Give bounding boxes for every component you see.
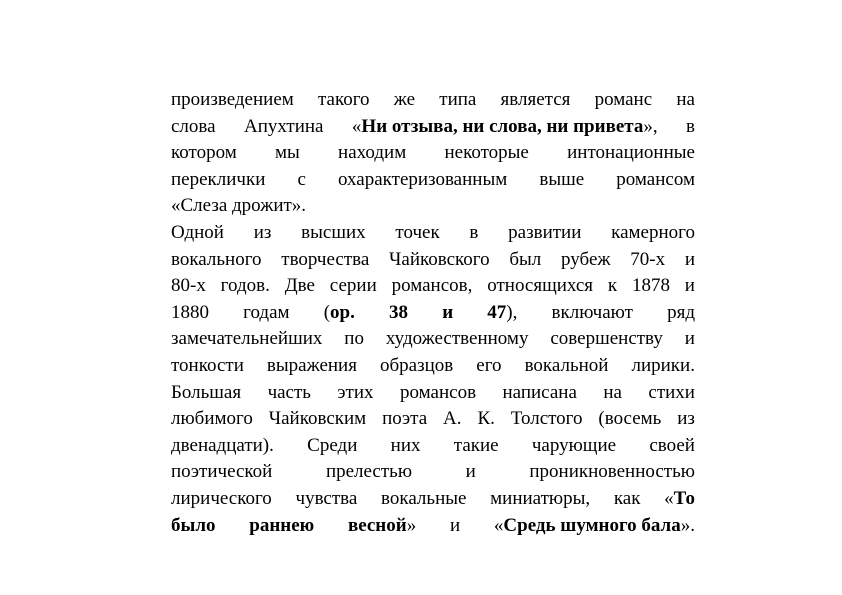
text-word: совершенству [550,328,663,350]
text-word: прелестью [325,461,413,483]
text-word: включают [551,301,633,323]
text-line [171,140,695,167]
text-line [171,273,695,300]
text-word: раннею [249,514,315,536]
text-word: годов. [220,275,270,297]
text-line [171,513,695,540]
text-word: и [449,514,461,536]
text-word: Чайковским [268,408,367,430]
text-word: же [393,89,416,110]
text-word: замечательнейших [171,328,323,350]
text-word: точек [395,221,440,243]
text-line [171,406,695,433]
text-word: некоторые [444,142,529,164]
text-word: чарующие [531,434,617,456]
text-line [171,486,695,513]
text-word: «Слеза дрожит». [171,195,307,217]
text-word: поэтической [171,461,273,483]
text-word: чувства [295,487,358,509]
text-word: 1880 [171,301,209,323]
text-word: с [297,168,306,190]
text-word: Толстого [510,408,583,430]
text-word: Апухтина [244,115,324,137]
text-line [171,433,695,460]
text-word: 47), [487,301,518,323]
text-word: на [676,89,695,110]
text-word: из [677,408,695,430]
text-word: как [613,487,641,509]
text-word: развитии [508,221,582,243]
text-word: ряд [667,301,695,323]
text-word: своей [649,434,695,456]
text-word: камерного [611,221,695,243]
text-word: 80-х [171,275,206,297]
text-word: 38 [389,301,409,323]
text-word: вокального [171,248,262,270]
text-line [171,353,695,380]
text-word: Чайковского [389,248,490,270]
text-word: слова [171,115,216,137]
text-word: выражения [266,354,357,376]
text-line [171,220,695,247]
text-word: по [344,328,364,350]
text-word: лирики. [631,354,695,376]
text-word: поэта [382,408,428,430]
text-word: миниатюры, [490,487,591,509]
text-word: романс [594,89,653,110]
body-text [171,87,695,539]
text-word: весной» [347,514,417,536]
text-word: котором [171,142,237,164]
text-word: серии [329,275,377,297]
text-word: к [607,275,618,297]
text-word: произведением [171,89,294,110]
text-word: в [686,115,695,137]
text-word: является [500,89,571,110]
text-word: проникновенностью [529,461,695,483]
text-word: относящихся [487,275,594,297]
text-word: годам [243,301,290,323]
text-word: тонкости [171,354,244,376]
text-word: из [253,221,272,243]
text-word: стихи [648,381,695,403]
text-line [171,193,695,220]
text-word: художественному [385,328,529,350]
text-word: в [469,221,479,243]
text-word: лирического [171,487,272,509]
text-word: «Средь шумного бала». [493,514,695,536]
text-word: Среди [307,434,358,456]
text-word: переклички [171,168,266,190]
text-word: двенадцати). [171,434,274,456]
text-word: них [390,434,421,456]
text-word: выше [539,168,585,190]
text-line [171,167,695,194]
text-line [171,87,695,114]
text-word: этих [337,381,374,403]
text-word: мы [274,142,300,164]
text-line [171,326,695,353]
text-word: написана [502,381,577,403]
text-word: охарактеризованным [338,168,508,190]
text-word: такого [317,89,370,110]
text-word: 70-х [630,248,666,270]
text-word: был [509,248,542,270]
text-word: Одной [171,221,224,243]
text-word: романсом [616,168,695,190]
text-word: романсов, [391,275,473,297]
text-word: образцов [380,354,454,376]
text-word: рубеж [561,248,611,270]
text-word: и [684,248,695,270]
text-word: «То [664,487,695,509]
text-word: Большая [171,381,242,403]
text-word: и [442,301,454,323]
text-line [171,247,695,274]
text-line [171,380,695,407]
text-line [171,114,695,141]
text-word: на [603,381,622,403]
text-word: А. [443,408,462,430]
text-word: 1878 [631,275,670,297]
text-word: находим [338,142,407,164]
text-word: (ор. [323,301,355,323]
text-word: и [465,461,476,483]
text-word: и [684,275,695,297]
text-word: его [476,354,502,376]
text-word: любимого [171,408,253,430]
text-word: творчества [281,248,370,270]
text-word: интонационные [567,142,695,164]
text-word: романсов [400,381,477,403]
text-word: Две [284,275,315,297]
text-word: и [684,328,695,350]
text-word: такие [453,434,499,456]
text-word: К. [477,408,495,430]
text-word: было [171,514,216,536]
text-line [171,300,695,327]
text-word: высших [301,221,366,243]
text-word: вокальной [524,354,609,376]
text-word: часть [267,381,311,403]
text-word: типа [439,89,477,110]
text-word: «Ни отзыва, ни слова, ни привета», [351,115,658,137]
text-line [171,459,695,486]
text-word: вокальные [381,487,467,509]
text-word: (восемь [598,408,662,430]
